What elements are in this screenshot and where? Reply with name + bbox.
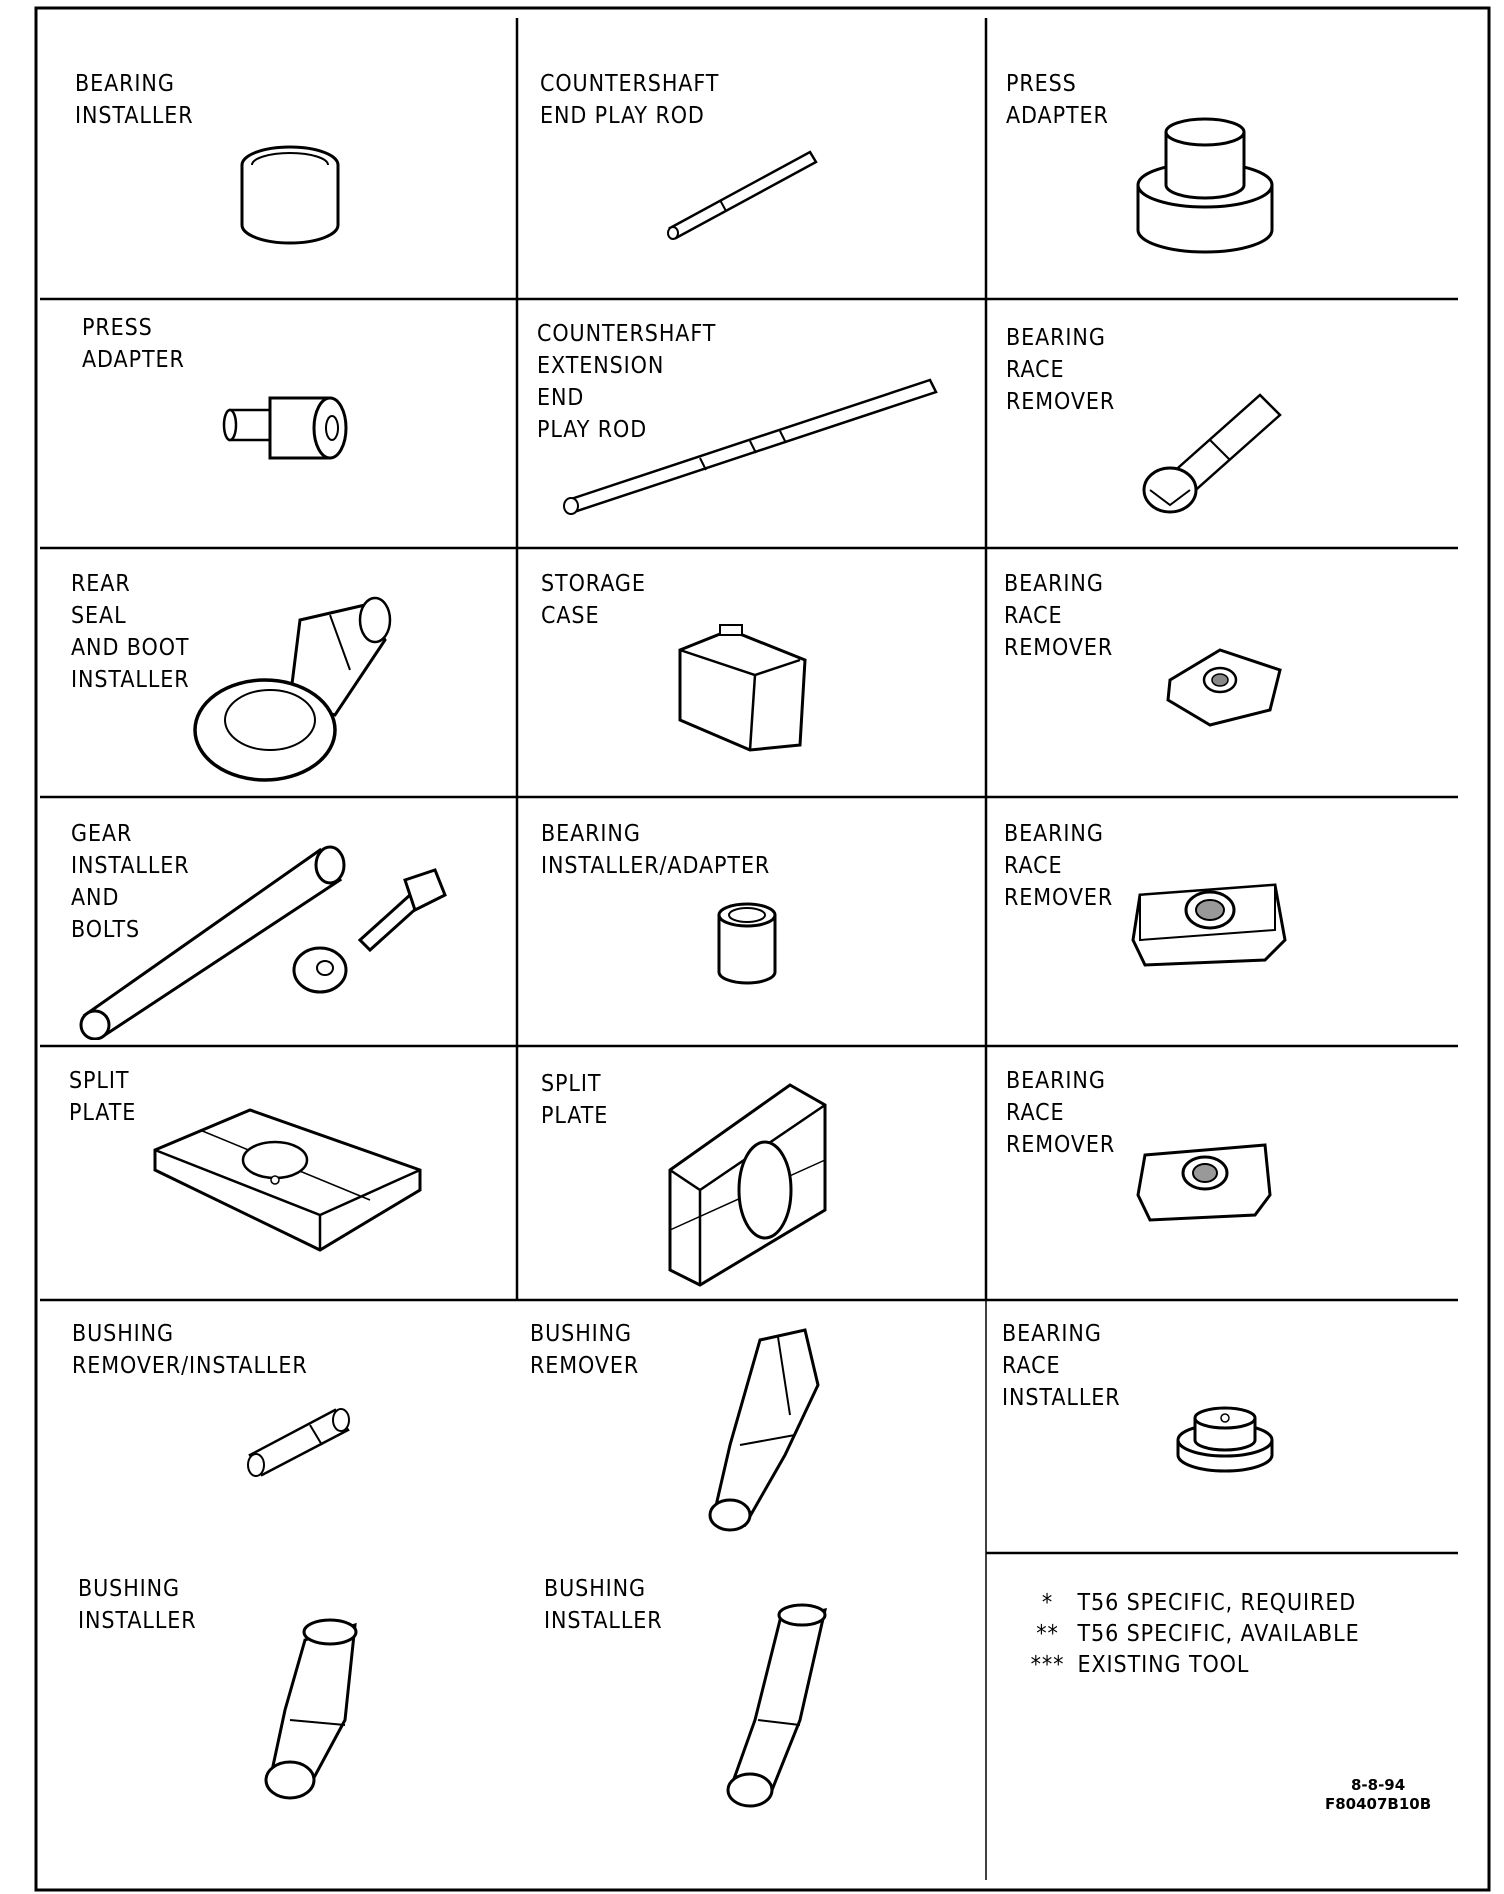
bushing-installer-long-illustration: [710, 1600, 840, 1810]
tool-title: SPLIT PLATE: [541, 1071, 609, 1129]
legend-mark: **: [1036, 1621, 1059, 1647]
legend-row: [1025, 1590, 1356, 1616]
tool-title: BEARING RACE REMOVER: [1006, 325, 1116, 415]
bearing-race-remover-nut-illustration: [1125, 870, 1295, 980]
tool-title: PRESS ADAPTER: [1006, 71, 1109, 129]
tool-title: BEARING INSTALLER/ADAPTER: [541, 821, 771, 879]
press-adapter-illustration: [1130, 110, 1280, 260]
gear-installer-illustration: [70, 840, 470, 1040]
tool-title: BUSHING REMOVER: [530, 1321, 640, 1379]
tool-title: BUSHING INSTALLER: [78, 1576, 197, 1634]
split-plate-upright-illustration: [660, 1080, 840, 1290]
drawing-stamp: [1325, 1776, 1431, 1814]
stamp-date: 8-8-94: [1350, 1776, 1406, 1794]
legend-row: [1025, 1621, 1360, 1647]
tool-title: GEAR INSTALLER AND BOLTS: [71, 821, 190, 943]
tool-title: BEARING RACE REMOVER: [1004, 571, 1114, 661]
bushing-installer-large-illustration: [250, 1610, 370, 1810]
press-adapter-small-illustration: [220, 390, 360, 470]
tool-title: SPLIT PLATE: [69, 1068, 137, 1126]
storage-case-illustration: [670, 620, 820, 760]
legend-text: EXISTING TOOL: [1077, 1652, 1250, 1678]
legend-row: [1025, 1652, 1249, 1678]
bearing-race-remover-shaft-illustration: [1130, 380, 1300, 530]
bushing-remover-illustration: [700, 1325, 840, 1535]
tool-title: BUSHING REMOVER/INSTALLER: [72, 1321, 308, 1379]
extension-end-play-rod-illustration: [550, 370, 950, 530]
bearing-race-installer-illustration: [1170, 1400, 1280, 1480]
tool-title: BEARING INSTALLER: [75, 71, 194, 129]
bearing-installer-illustration: [230, 140, 350, 250]
bearing-race-remover-nut-small-illustration: [1130, 1135, 1280, 1235]
tool-title: COUNTERSHAFT END PLAY ROD: [540, 71, 720, 129]
bearing-race-remover-block-illustration: [1160, 640, 1290, 730]
tool-title: COUNTERSHAFT EXTENSION END PLAY ROD: [537, 321, 717, 443]
tool-title: BUSHING INSTALLER: [544, 1576, 663, 1634]
rear-seal-installer-illustration: [190, 590, 430, 790]
bushing-remover-installer-illustration: [240, 1400, 360, 1480]
tool-title: STORAGE CASE: [541, 571, 646, 629]
bearing-adapter-illustration: [712, 900, 782, 990]
legend-mark: ***: [1030, 1652, 1065, 1678]
tool-title: PRESS ADAPTER: [82, 315, 185, 373]
tool-title: BEARING RACE INSTALLER: [1002, 1321, 1121, 1411]
tool-title: REAR SEAL AND BOOT INSTALLER: [71, 571, 190, 693]
tool-title: BEARING RACE REMOVER: [1006, 1068, 1116, 1158]
legend-text: T56 SPECIFIC, AVAILABLE: [1077, 1621, 1360, 1647]
legend-text: T56 SPECIFIC, REQUIRED: [1077, 1590, 1357, 1616]
tool-title: BEARING RACE REMOVER: [1004, 821, 1114, 911]
split-plate-illustration: [150, 1100, 430, 1260]
legend-mark: *: [1041, 1590, 1054, 1616]
stamp-code: F80407B10B: [1325, 1795, 1432, 1813]
end-play-rod-illustration: [660, 140, 840, 240]
